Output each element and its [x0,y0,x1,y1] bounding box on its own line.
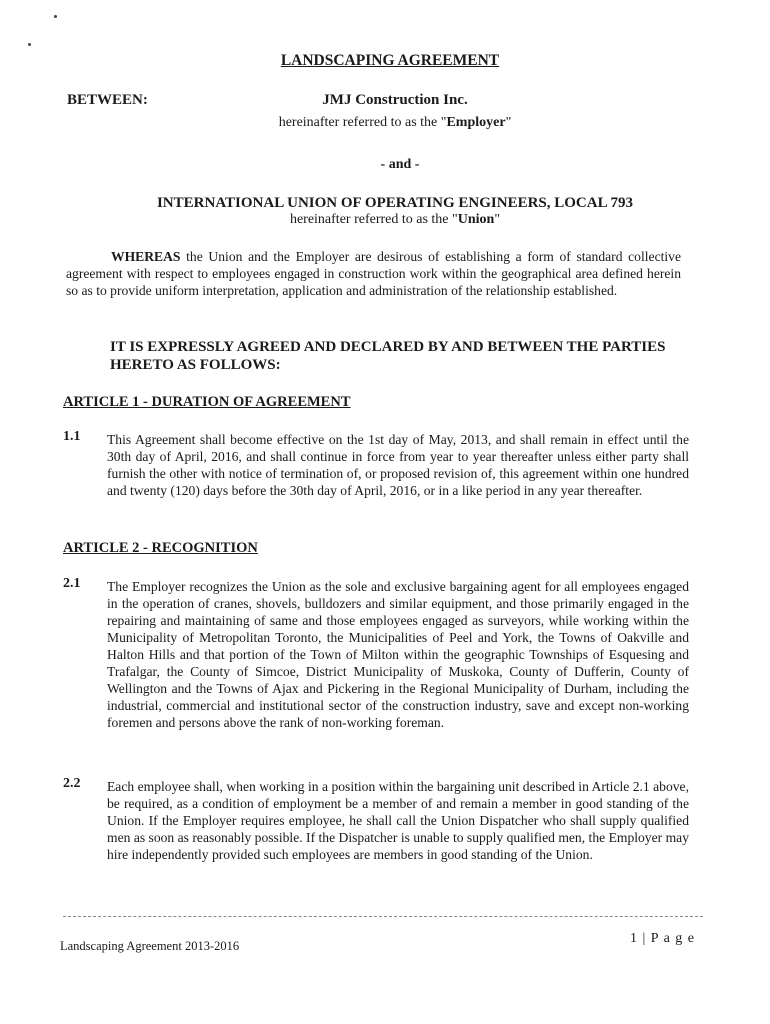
article-1-heading: ARTICLE 1 - DURATION OF AGREEMENT [63,394,351,410]
article-2-heading: ARTICLE 2 - RECOGNITION [63,540,258,556]
between-label: BETWEEN: [67,92,148,108]
scan-speck [28,43,31,46]
clause-text: Each employee shall, when working in a position within the bargaining unit described in Article 2.1 above, be required, as a condition of employment be a member of and remain a member in good standing of the Union. If the Employer requires employee, he shall call the Union Dispatcher who shall supply qualified men as soon as reasonably possible. If the Dispatcher is unable to supply qualified men, the Employer may hire independently provided such employees are members in good standing of the Union. [107,779,689,862]
clause-text: The Employer recognizes the Union as the sole and exclusive bargaining agent for all employees engaged in the operation of cranes, shovels, bulldozers and similar equipment, and those primarily engaged in the repairing and maintaining of same and those employees engaged as surveyors, while working within the Municipality of Metropolitan Toronto, the Municipalities of Peel and York, the Towns of Oakville and Halton Hills and that portion of the Town of Milton within the geographic Townships of Esquesing and Trafalgar, the County of Simcoe, District Municipality of Muskoka, County of Dufferin, County of Wellington and the Towns of Ajax and Pickering in the Regional Municipality of Durham, including the industrial, commercial and institutional sector of the construction industry, save and except non-working foremen and persons above the rank of non-working foreman. [107,579,689,730]
employer-name: JMJ Construction Inc. [322,92,468,108]
whereas-lead: WHEREAS [111,249,181,264]
document-title: LANDSCAPING AGREEMENT [280,52,500,69]
page-number: 1 | P a g e [630,931,695,946]
scan-speck [54,15,57,18]
clause-text: This Agreement shall become effective on the 1st day of May, 2013, and shall remain in effect until the 30th day of April, 2016, and shall continue in force from year to year thereafter unless either party shall furnish the other with notice of termination of, or proposed revision of, this agreement within one hundred and twenty (120) days before the 30th day of April, 2016, or in a like period in any year thereafter. [107,432,689,498]
expressly-agreed-heading: IT IS EXPRESSLY AGREED AND DECLARED BY AND BETWEEN THE PARTIES HERETO AS FOLLOWS: [110,339,666,373]
employer-reference: hereinafter referred to as the "Employer" [278,115,512,130]
footer-document-name: Landscaping Agreement 2013-2016 [60,939,240,953]
clause-number: 1.1 [63,429,81,444]
clause-number: 2.1 [63,576,81,591]
and-separator: - and - [380,157,420,172]
union-name: INTERNATIONAL UNION OF OPERATING ENGINEERS, LOCAL 793 [156,195,634,211]
union-term: Union [457,212,495,227]
union-reference: hereinafter referred to as the "Union" [289,212,501,227]
clause-number: 2.2 [63,776,81,791]
employer-term: Employer [446,115,506,130]
footer-divider [63,916,703,917]
whereas-paragraph: WHEREAS the Union and the Employer are desirous of establishing a form of standard collective agreement with respect to employees engaged in construction work within the geographical area defined herein so as to provide uniform interpretation, application and administration of the relationship established. [66,249,681,298]
